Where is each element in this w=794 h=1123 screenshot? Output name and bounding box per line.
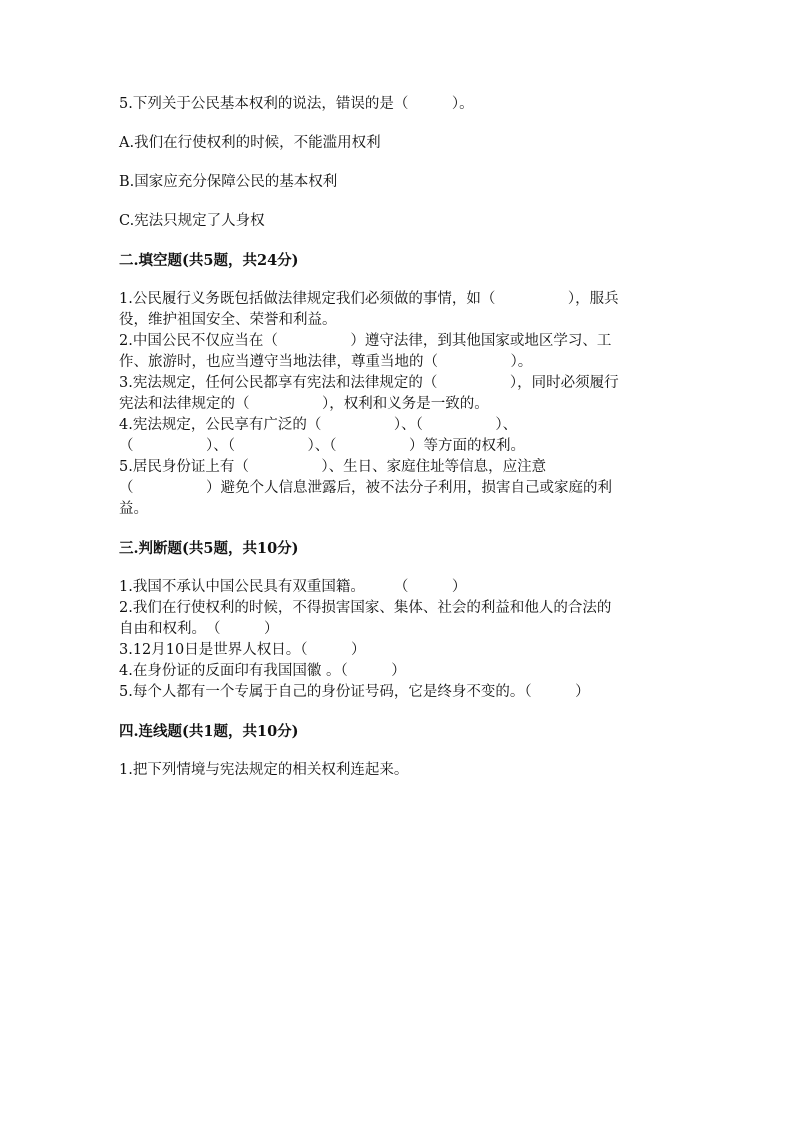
fill-line: 3.宪法规定，任何公民都享有宪法和法律规定的（ ），同时必须履行 bbox=[119, 375, 619, 391]
matching-line: 1.把下列情境与宪法规定的相关权利连起来。 bbox=[119, 762, 409, 778]
fill-line: 役，维护祖国安全、荣誉和利益。 bbox=[119, 312, 337, 328]
section-fill-in bbox=[119, 250, 679, 520]
section-matching bbox=[119, 721, 679, 781]
fill-line: 5.居民身份证上有（ ）、生日、家庭住址等信息，应注意 bbox=[119, 459, 547, 475]
section-true-false bbox=[119, 538, 679, 703]
section-2-title: 二.填空题(共5题，共24分) bbox=[119, 252, 299, 269]
option-c: C.宪法只规定了人身权 bbox=[119, 213, 265, 229]
judge-line: 自由和权利。 （ ） bbox=[119, 621, 279, 637]
fill-line: 1.公民履行义务既包括做法律规定我们必须做的事情，如（ ），服兵 bbox=[119, 291, 619, 307]
question-5 bbox=[119, 94, 679, 232]
fill-line: （ ）避免个人信息泄露后，被不法分子利用，损害自己或家庭的利 bbox=[119, 480, 612, 496]
judge-line: 1.我国不承认中国公民具有双重国籍。 （ ） bbox=[119, 579, 467, 595]
judge-line: 5.每个人都有一个专属于自己的身份证号码，它是终身不变的。（ ） bbox=[119, 684, 590, 700]
fill-line: 宪法和法律规定的（ ），权利和义务是一致的。 bbox=[119, 396, 489, 412]
judge-line: 4.在身份证的反面印有我国国徽 。（ ） bbox=[119, 663, 406, 679]
section-4-title: 四.连线题(共1题，共10分) bbox=[119, 723, 299, 740]
option-a: A.我们在行使权利的时候，不能滥用权利 bbox=[119, 135, 381, 151]
document-content bbox=[119, 94, 679, 781]
judge-line: 3.12月10日是世界人权日。（ ） bbox=[119, 642, 366, 658]
fill-line: 4.宪法规定，公民享有广泛的（ ）、（ ）、 bbox=[119, 417, 518, 433]
fill-line: 作、旅游时，也应当遵守当地法律，尊重当地的（ ）。 bbox=[119, 354, 533, 370]
fill-line: （ ）、（ ）、（ ）等方面的权利。 bbox=[119, 438, 525, 454]
judge-line: 2.我们在行使权利的时候，不得损害国家、集体、社会的利益和他人的合法的 bbox=[119, 600, 612, 616]
fill-line: 2.中国公民不仅应当在（ ）遵守法律，到其他国家或地区学习、工 bbox=[119, 333, 612, 349]
fill-line: 益。 bbox=[119, 501, 148, 517]
section-3-title: 三.判断题(共5题，共10分) bbox=[119, 540, 299, 557]
question-5-stem: 5.下列关于公民基本权利的说法，错误的是（ ）。 bbox=[119, 96, 474, 112]
option-b: B.国家应充分保障公民的基本权利 bbox=[119, 174, 338, 190]
